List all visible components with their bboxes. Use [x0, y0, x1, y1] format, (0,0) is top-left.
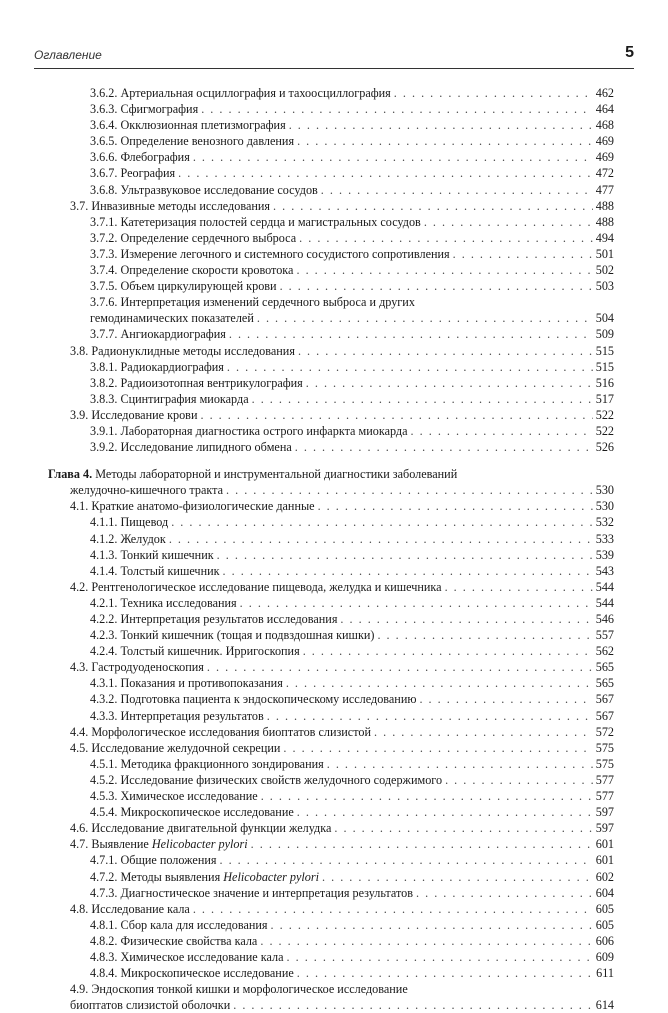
- toc-page-number: 605: [595, 901, 614, 916]
- leader-dots: [240, 595, 593, 611]
- toc-entry: [48, 901, 614, 917]
- toc-entry: [48, 788, 614, 804]
- toc-entry: [48, 595, 614, 611]
- running-header-title: Оглавление: [34, 48, 102, 62]
- toc-entry-title: 3.6.8. Ультразвуковое исследование сосудов: [90, 182, 318, 197]
- toc-entry-title: 4.5.4. Микроскопическое исследование: [90, 805, 294, 820]
- leader-dots: [257, 310, 593, 326]
- toc-entry-continuation: биоптатов слизистой оболочки: [70, 998, 231, 1013]
- toc-entry: [48, 772, 614, 788]
- toc-page-number: 575: [595, 756, 614, 771]
- toc-entry: [48, 611, 614, 627]
- toc-entry: [48, 708, 614, 724]
- leader-dots: [295, 439, 593, 455]
- toc-page-number: 565: [595, 660, 614, 675]
- leader-dots: [306, 375, 593, 391]
- leader-dots: [219, 852, 592, 868]
- toc-entry-title: 3.7. Инвазивные методы исследования: [70, 198, 270, 213]
- toc-page-number: 614: [595, 998, 614, 1013]
- chapter-label: Глава 4.: [48, 467, 93, 482]
- leader-dots: [327, 756, 593, 772]
- leader-dots: [200, 407, 592, 423]
- toc-entry-title: 3.6.6. Флебография: [90, 150, 190, 165]
- leader-dots: [287, 949, 593, 965]
- toc-entry: [48, 579, 614, 595]
- toc-entry-title: 3.6.2. Артериальная осциллография и тахоосциллография: [90, 86, 391, 100]
- leader-dots: [297, 133, 593, 149]
- toc-entry-title: 4.2. Рентгенологическое исследование пищевода, желудка и кишечника: [70, 579, 442, 594]
- toc-entry-title: 4.2.2. Интерпретация результатов исследования: [90, 612, 338, 626]
- toc-page-number: 597: [595, 821, 614, 836]
- leader-dots: [283, 740, 592, 756]
- toc-page-number: 488: [595, 214, 614, 229]
- toc-entry: [48, 165, 614, 181]
- toc-entry-title: 3.7.7. Ангиокардиография: [90, 327, 226, 342]
- toc-entry-title: 4.5. Исследование желудочной секреции: [70, 740, 281, 755]
- leader-dots: [318, 498, 593, 514]
- toc-entry-italic: Helicobacter pylori: [223, 869, 320, 884]
- toc-entry-title: 3.6.4. Окклюзионная плетизмография: [90, 118, 286, 133]
- toc-entry: [48, 740, 614, 756]
- leader-dots: [340, 611, 592, 627]
- toc-page-number: 469: [595, 134, 614, 149]
- toc-entry-title: 3.6.3. Сфигмография: [90, 102, 199, 117]
- leader-dots: [374, 724, 593, 740]
- toc-entry: [48, 547, 614, 563]
- toc-page-number: 468: [595, 118, 614, 133]
- toc-entry-title: 3.8.1. Радиокардиография: [90, 359, 224, 374]
- toc-entry: [48, 627, 614, 643]
- toc-page-number: 502: [595, 263, 614, 278]
- leader-dots: [416, 885, 593, 901]
- leader-dots: [280, 278, 593, 294]
- leader-dots: [201, 101, 593, 117]
- toc-entry-title: 4.1.3. Тонкий кишечник: [90, 547, 214, 562]
- toc-entry-title: 3.7.2. Определение сердечного выброса: [90, 230, 297, 245]
- leader-dots: [226, 482, 593, 498]
- leader-dots: [171, 514, 593, 530]
- leader-dots: [322, 869, 593, 885]
- toc-page-number: 530: [595, 483, 614, 498]
- toc-entry: [48, 820, 614, 836]
- leader-dots: [169, 531, 593, 547]
- toc-entry: [48, 917, 614, 933]
- leader-dots: [321, 182, 593, 198]
- toc-entry: [48, 885, 614, 901]
- toc-page-number: 577: [595, 772, 614, 787]
- toc-entry: [48, 262, 614, 278]
- toc-entry-title: 4.7. Выявление: [70, 837, 149, 852]
- leader-dots: [252, 391, 593, 407]
- toc-page-number: 516: [595, 375, 614, 390]
- leader-dots: [411, 423, 593, 439]
- toc-entry-title: 4.3. Гастродуоденоскопия: [70, 660, 204, 675]
- leader-dots: [299, 230, 593, 246]
- toc-entry-title: 4.3.1. Показания и противопоказания: [90, 676, 283, 691]
- toc-entry: [48, 359, 614, 375]
- leader-dots: [424, 214, 593, 230]
- toc-page-number: 601: [595, 853, 614, 868]
- toc-page-number: 543: [595, 563, 614, 578]
- toc-page-number: 532: [595, 515, 614, 530]
- toc-entry-title: 4.8.4. Микроскопическое исследование: [90, 966, 294, 981]
- toc-page-number: 533: [595, 531, 614, 546]
- leader-dots: [193, 149, 593, 165]
- toc-entry-title: 4.5.1. Методика фракционного зондирования: [90, 756, 324, 771]
- leader-dots: [227, 359, 593, 375]
- leader-dots: [298, 343, 593, 359]
- toc-entry: [48, 531, 614, 547]
- toc-page-number: 526: [595, 440, 614, 455]
- toc-entry: [48, 466, 614, 498]
- leader-dots: [445, 579, 593, 595]
- toc-page-number: 477: [595, 182, 614, 197]
- leader-dots: [271, 917, 593, 933]
- leader-dots: [297, 965, 593, 981]
- leader-dots: [334, 820, 592, 836]
- toc-entry: [48, 498, 614, 514]
- toc-entry: [48, 965, 614, 981]
- toc-page-number: 530: [595, 499, 614, 514]
- leader-dots: [261, 788, 593, 804]
- leader-dots: [419, 691, 592, 707]
- toc-entry: [48, 182, 614, 198]
- toc-entry-title: 4.7.2. Методы выявления: [90, 869, 221, 884]
- toc-page-number: 575: [595, 740, 614, 755]
- leader-dots: [445, 772, 593, 788]
- toc-entry-title: 3.9.1. Лабораторная диагностика острого инфаркта миокарда: [90, 423, 408, 438]
- leader-dots: [267, 708, 593, 724]
- toc-page-number: 605: [595, 917, 614, 932]
- toc-entry-title: 3.7.3. Измерение легочного и системного сосудистого сопротивления: [90, 246, 450, 261]
- toc-entry: [48, 691, 614, 707]
- toc-entry-title: 3.8.2. Радиоизотопная вентрикулография: [90, 375, 303, 390]
- toc-page-number: 602: [595, 869, 614, 884]
- toc-entry: [48, 343, 614, 359]
- toc-entry-title: 4.1. Краткие анатомо-физиологические данные: [70, 499, 315, 514]
- toc-entry: [48, 804, 614, 820]
- toc-page-number: 515: [595, 343, 614, 358]
- toc-entry-title: 4.2.3. Тонкий кишечник (тощая и подвздошная кишки): [90, 628, 375, 643]
- toc-page-number: 494: [595, 230, 614, 245]
- toc-entry: [48, 149, 614, 165]
- leader-dots: [453, 246, 593, 262]
- toc-entry-title: 3.7.5. Объем циркулирующей крови: [90, 279, 277, 294]
- toc-page-number: 567: [595, 692, 614, 707]
- leader-dots: [260, 933, 592, 949]
- toc-page-number: 572: [595, 724, 614, 739]
- toc-page-number: 522: [595, 407, 614, 422]
- toc-entry-title: 4.6. Исследование двигательной функции желудка: [70, 821, 332, 836]
- toc-entry: [48, 407, 614, 423]
- toc-entry-title: 3.8.3. Сцинтиграфия миокарда: [90, 391, 249, 406]
- toc-entry-title: 3.6.5. Определение венозного давления: [90, 134, 295, 149]
- toc-entry: [48, 246, 614, 262]
- toc-entry: [48, 391, 614, 407]
- toc-entry: [48, 659, 614, 675]
- toc-page-number: 562: [595, 644, 614, 659]
- toc-page-number: 488: [595, 198, 614, 213]
- toc-entry-title: 3.9. Исследование крови: [70, 407, 198, 422]
- toc-page-number: 522: [595, 423, 614, 438]
- toc-entry-title: 4.8.2. Физические свойства кала: [90, 933, 258, 948]
- toc-page-number: 509: [595, 327, 614, 342]
- toc-entry: [48, 423, 614, 439]
- toc-entry: [48, 326, 614, 342]
- toc-entry: [48, 514, 614, 530]
- toc-page-number: 504: [595, 311, 614, 326]
- toc-entry: [48, 852, 614, 868]
- leader-dots: [303, 643, 593, 659]
- toc-entry-title: 4.1.1. Пищевод: [90, 515, 169, 530]
- toc-entry-title: 3.7.4. Определение скорости кровотока: [90, 263, 294, 278]
- toc-entry-title: 4.9. Эндоскопия тонкой кишки и морфологическое исследование: [70, 982, 408, 997]
- running-header: [34, 44, 634, 69]
- toc-entry: [48, 278, 614, 294]
- leader-dots: [289, 117, 593, 133]
- toc-entry-title: 4.5.2. Исследование физических свойств желудочного содержимого: [90, 772, 443, 787]
- toc-entry-title: 3.7.1. Катетеризация полостей сердца и магистральных сосудов: [90, 214, 421, 229]
- toc-entry: [48, 724, 614, 740]
- toc-entry: [48, 933, 614, 949]
- toc-entry-title: 4.3.3. Интерпретация результатов: [90, 708, 264, 723]
- toc-entry-title: 4.7.1. Общие положения: [90, 853, 217, 868]
- toc-entry-title: 4.7.3. Диагностическое значение и интерпретация результатов: [90, 885, 414, 900]
- leader-dots: [229, 326, 593, 342]
- toc-entry: [48, 117, 614, 133]
- toc-entry-title: 4.1.4. Толстый кишечник: [90, 563, 220, 578]
- toc-entry: [48, 101, 614, 117]
- toc-page-number: 544: [595, 595, 614, 610]
- toc-page-number: 546: [595, 612, 614, 626]
- toc-entry-title: 4.1.2. Желудок: [90, 531, 166, 546]
- toc-page-number: 565: [595, 676, 614, 691]
- toc-entry: [48, 230, 614, 246]
- toc-entry: [48, 214, 614, 230]
- leader-dots: [296, 262, 592, 278]
- toc-entry: [48, 869, 614, 885]
- toc-entry: [48, 675, 614, 691]
- leader-dots: [377, 627, 592, 643]
- toc-page-number: 544: [595, 579, 614, 594]
- toc-entry: [48, 198, 614, 214]
- toc-entry: [48, 981, 614, 1013]
- toc-entry-title: 4.3.2. Подготовка пациента к эндоскопическому исследованию: [90, 692, 417, 707]
- toc-entry-title: 4.8.3. Химическое исследование кала: [90, 949, 284, 964]
- toc-page-number: 464: [595, 102, 614, 117]
- toc-entry-title: Методы лабораторной и инструментальной диагностики заболеваний: [95, 467, 458, 482]
- toc-page-number: 611: [596, 966, 614, 981]
- toc-page-number: 469: [595, 150, 614, 165]
- toc-entry: [48, 133, 614, 149]
- toc-page-number: 577: [595, 789, 614, 804]
- leader-dots: [193, 901, 593, 917]
- toc-entry: [48, 836, 614, 852]
- toc-entry: [48, 643, 614, 659]
- toc-entry-title: 4.8.1. Сбор кала для исследования: [90, 917, 268, 932]
- leader-dots: [217, 547, 593, 563]
- toc-entry-title: 4.2.4. Толстый кишечник. Ирригоскопия: [90, 644, 300, 659]
- leader-dots: [251, 836, 593, 852]
- toc-entry: [48, 949, 614, 965]
- toc-page-number: 472: [595, 166, 614, 181]
- toc-entry-title: 4.8. Исследование кала: [70, 901, 190, 916]
- toc-page-number: 515: [595, 359, 614, 374]
- toc-page-number: 517: [595, 391, 614, 406]
- toc-entry-title: 4.2.1. Техника исследования: [90, 595, 237, 610]
- toc-page-number: 539: [595, 547, 614, 562]
- toc-entry: [48, 294, 614, 326]
- toc-page-number: 601: [595, 837, 614, 852]
- leader-dots: [223, 563, 593, 579]
- table-of-contents: [48, 85, 614, 1013]
- toc-page-number: 609: [595, 949, 614, 964]
- toc-page-number: 567: [595, 708, 614, 723]
- leader-dots: [233, 997, 593, 1013]
- toc-page-number: 606: [595, 933, 614, 948]
- toc-entry-title: 4.5.3. Химическое исследование: [90, 789, 258, 804]
- leader-dots: [394, 85, 593, 101]
- toc-entry: [48, 563, 614, 579]
- toc-entry-title: 3.9.2. Исследование липидного обмена: [90, 440, 292, 455]
- toc-entry-title: 3.6.7. Реография: [90, 166, 176, 181]
- toc-page-number: 604: [595, 885, 614, 900]
- leader-dots: [297, 804, 593, 820]
- toc-page-number: 501: [595, 246, 614, 261]
- toc-entry: [48, 375, 614, 391]
- toc-page-number: 503: [595, 279, 614, 294]
- toc-entry-title: 4.4. Морфологическое исследования биоптатов слизистой: [70, 724, 372, 739]
- toc-entry-continuation: желудочно-кишечного тракта: [70, 483, 223, 498]
- toc-entry: [48, 756, 614, 772]
- toc-page-number: 462: [595, 86, 614, 100]
- toc-entry: [48, 439, 614, 455]
- page-number: 5: [625, 44, 634, 61]
- toc-entry: [48, 85, 614, 101]
- toc-entry-title: 3.8. Радионуклидные методы исследования: [70, 343, 295, 358]
- toc-page-number: 557: [595, 628, 614, 643]
- toc-page-number: 597: [595, 805, 614, 820]
- leader-dots: [286, 675, 593, 691]
- toc-entry-continuation: гемодинамических показателей: [90, 311, 254, 326]
- leader-dots: [273, 198, 593, 214]
- leader-dots: [207, 659, 593, 675]
- toc-entry-title: 3.7.6. Интерпретация изменений сердечного выброса и других: [90, 295, 415, 310]
- leader-dots: [178, 165, 593, 181]
- toc-entry-italic: Helicobacter pylori: [151, 837, 248, 852]
